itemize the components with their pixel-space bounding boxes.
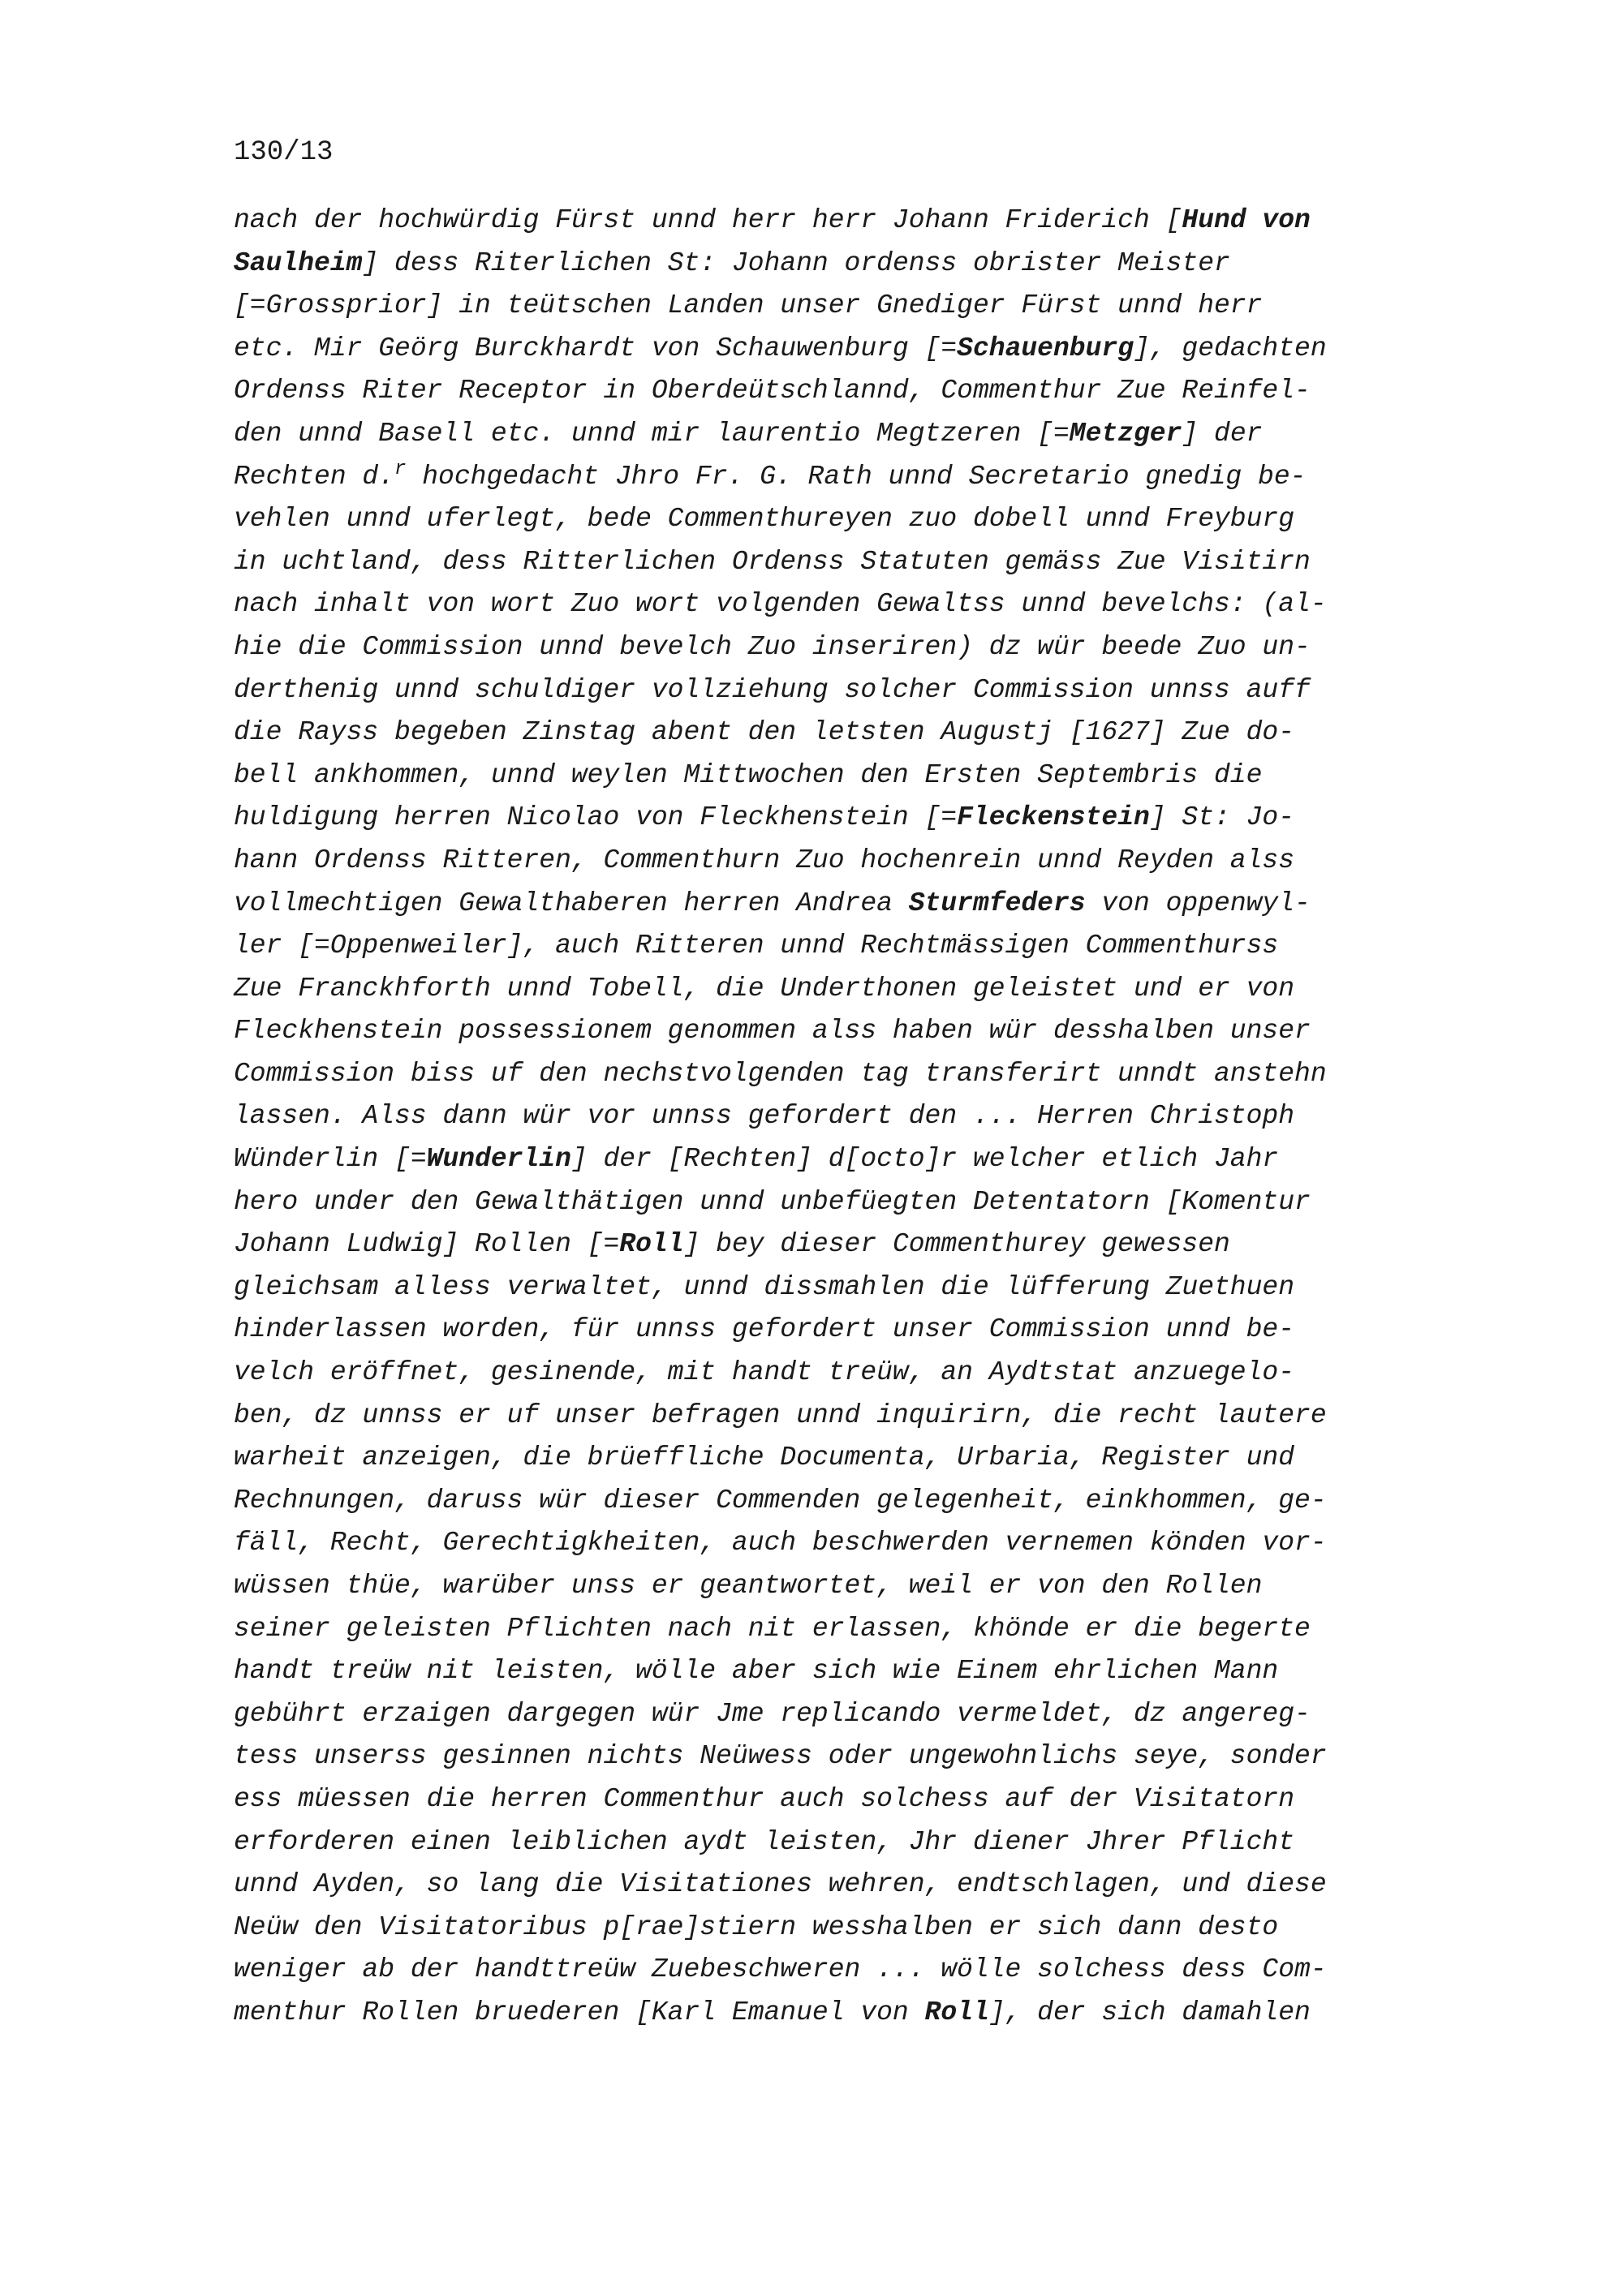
text-segment: vollmechtigen Gewalthaberen herren Andrea (234, 888, 909, 918)
text-segment: derthenig unnd schuldiger vollziehung solcher Commission unnss auff (234, 674, 1311, 705)
text-line (234, 1522, 1483, 1565)
text-segment: gebührt erzaigen dargegen wür Jme replicando vermeldet, dz angereg- (234, 1698, 1311, 1729)
bold-name: Roll (619, 1229, 684, 1260)
text-line (234, 1565, 1483, 1608)
text-segment: lassen. Alss dann wür vor unnss gefordert den ... Herren Christoph (234, 1101, 1295, 1132)
text-segment: hie die Commission unnd bevelch Zuo inseriren) dz wür beede Zuo un- (234, 631, 1311, 662)
text-segment: ] dess Riterlichen St: Johann ordenss obrister Meister (362, 247, 1230, 278)
text-segment: ] der [Rechten] d[octo]r welcher etlich Jahr (570, 1144, 1279, 1175)
text-segment: handt treüw nit leisten, wölle aber sich wie Einem ehrlichen Mann (234, 1656, 1279, 1687)
text-segment: fäll, Recht, Gerechtigkheiten, auch beschwerden vernemen könden vor- (234, 1528, 1327, 1559)
text-segment: menthur Rollen bruederen [Karl Emanuel von (234, 1997, 925, 2027)
text-segment: erforderen einen leiblichen aydt leisten, Jhr diener Jhrer Pflicht (234, 1826, 1295, 1857)
text-line (234, 1352, 1483, 1395)
text-line (234, 1138, 1483, 1181)
text-segment: ] bey dieser Commenthurey gewessen (683, 1229, 1230, 1260)
bold-name: Saulheim (234, 247, 363, 278)
text-line (234, 285, 1483, 328)
text-segment: velch eröffnet, gesinende, mit handt treüw, an Aydtstat anzuegelo- (234, 1357, 1295, 1388)
text-segment: die Rayss begeben Zinstag abent den letsten Augustj [1627] Zue do- (234, 717, 1295, 748)
text-segment: ler [=Oppenweiler], auch Ritteren unnd Rechtmässigen Commenthurss (234, 931, 1279, 961)
text-line (234, 1907, 1483, 1950)
text-segment: warheit anzeigen, die brüeffliche Documenta, Urbaria, Register und (234, 1443, 1295, 1473)
text-line (234, 712, 1483, 755)
text-line (234, 840, 1483, 883)
bold-name: Roll (924, 1997, 989, 2027)
text-segment: in uchtland, dess Ritterlichen Ordenss Statuten gemäss Zue Visitirn (234, 546, 1311, 577)
text-segment: Fleckhenstein possessionem genommen alss haben wür desshalben unser (234, 1016, 1311, 1047)
text-segment: vehlen unnd uferlegt, bede Commenthureyen zuo dobell unnd Freyburg (234, 504, 1295, 535)
bold-name: Hund von (1182, 205, 1311, 235)
text-segment: wüssen thüe, warüber unss er geantwortet, weil er von den Rollen (234, 1571, 1263, 1601)
text-segment: ben, dz unnss er uf unser befragen unnd inquirirn, die recht lautere (234, 1400, 1327, 1430)
text-segment: Ordenss Riter Receptor in Oberdeütschlannd, Commenthur Zue Reinfel- (234, 376, 1311, 406)
text-segment: hinderlassen worden, für unnss gefordert unser Commission unnd be- (234, 1314, 1295, 1345)
text-segment: seiner geleisten Pflichten nach nit erlassen, khönde er die begerte (234, 1613, 1311, 1644)
text-segment: Johann Ludwig] Rollen [= (234, 1229, 620, 1260)
superscript: r (394, 458, 407, 480)
text-line (234, 968, 1483, 1011)
text-line (234, 1821, 1483, 1864)
text-segment: ess müessen die herren Commenthur auch solchess auf der Visitatorn (234, 1783, 1295, 1814)
text-segment: Commission biss uf den nechstvolgenden tag transferirt unndt anstehn (234, 1058, 1327, 1089)
text-segment: unnd Ayden, so lang die Visitationes wehren, endtschlagen, und diese (234, 1869, 1327, 1900)
text-line (234, 883, 1483, 926)
bold-name: Sturmfeders (908, 888, 1086, 918)
text-line (234, 626, 1483, 669)
text-line (234, 243, 1483, 286)
text-line (234, 1010, 1483, 1053)
text-segment: huldigung herren Nicolao von Fleckhenstein [= (234, 802, 958, 833)
text-segment: von oppenwyl- (1085, 888, 1311, 918)
text-segment: hero under den Gewalthätigen unnd unbefüegten Detentatorn [Komentur (234, 1186, 1311, 1217)
text-line (234, 1650, 1483, 1693)
text-segment: Neüw den Visitatoribus p[rae]stiern wesshalben er sich dann desto (234, 1911, 1279, 1942)
text-line (234, 1395, 1483, 1438)
text-line (234, 413, 1483, 456)
text-segment: tess unserss gesinnen nichts Neüwess oder ungewohnlichs seye, sonder (234, 1741, 1327, 1772)
text-line (234, 755, 1483, 798)
text-line (234, 1181, 1483, 1224)
text-segment: Rechnungen, daruss wür dieser Commenden gelegenheit, einkhommen, ge- (234, 1485, 1327, 1516)
text-segment: weniger ab der handttreüw Zuebeschweren ... wölle solchess dess Com- (234, 1954, 1327, 1985)
text-segment: gleichsam alless verwaltet, unnd dissmahlen die lüfferung Zuethuen (234, 1271, 1295, 1302)
text-segment: etc. Mir Geörg Burckhardt von Schauwenburg [= (234, 333, 958, 363)
text-segment: den unnd Basell etc. unnd mir laurentio Megtzeren [= (234, 418, 1070, 449)
text-line (234, 200, 1483, 243)
text-line (234, 370, 1483, 413)
text-line (234, 1309, 1483, 1352)
text-line (234, 1223, 1483, 1266)
text-segment: ], gedachten (1134, 333, 1327, 363)
text-line (234, 925, 1483, 968)
text-segment: ] der (1182, 418, 1263, 449)
text-segment: hann Ordenss Ritteren, Commenthurn Zuo hochenrein unnd Reyden alss (234, 845, 1295, 875)
text-segment: [=Grossprior] in teütschen Landen unser Gnediger Fürst unnd herr (234, 290, 1263, 321)
text-line (234, 456, 1483, 499)
text-line (234, 669, 1483, 712)
text-line (234, 1864, 1483, 1907)
text-line (234, 583, 1483, 626)
bold-name: Wunderlin (426, 1144, 571, 1175)
text-line (234, 1480, 1483, 1523)
text-segment: Rechten d. (234, 461, 395, 492)
text-segment: ], der sich damahlen (988, 1997, 1311, 2027)
text-line (234, 1266, 1483, 1309)
text-line (234, 328, 1483, 371)
text-line (234, 1608, 1483, 1651)
bold-name: Metzger (1069, 418, 1182, 449)
text-line (234, 1949, 1483, 1992)
transcription-body (234, 200, 1483, 2035)
text-line (234, 1735, 1483, 1778)
text-line (234, 1693, 1483, 1736)
text-line (234, 1437, 1483, 1480)
text-line (234, 541, 1483, 584)
text-segment: Wünderlin [= (234, 1144, 427, 1175)
text-line (234, 498, 1483, 541)
text-segment: nach inhalt von wort Zuo wort volgenden Gewaltss unnd bevelchs: (al- (234, 589, 1327, 620)
text-segment: nach der hochwürdig Fürst unnd herr herr Johann Friderich [ (234, 205, 1182, 235)
bold-name: Schauenburg (957, 333, 1134, 363)
text-segment: bell ankhommen, unnd weylen Mittwochen den Ersten Septembris die (234, 759, 1263, 790)
text-line (234, 1053, 1483, 1096)
bold-name: Fleckenstein (957, 802, 1150, 833)
text-line (234, 797, 1483, 840)
text-line (234, 1095, 1483, 1138)
text-line (234, 1992, 1483, 2035)
page-number: 130/13 (234, 137, 334, 168)
text-segment: hochgedacht Jhro Fr. G. Rath unnd Secretario gnedig be- (406, 461, 1307, 492)
text-segment: Zue Franckhforth unnd Tobell, die Underthonen geleistet und er von (234, 973, 1295, 1004)
text-segment: ] St: Jo- (1149, 802, 1295, 833)
text-line (234, 1778, 1483, 1821)
